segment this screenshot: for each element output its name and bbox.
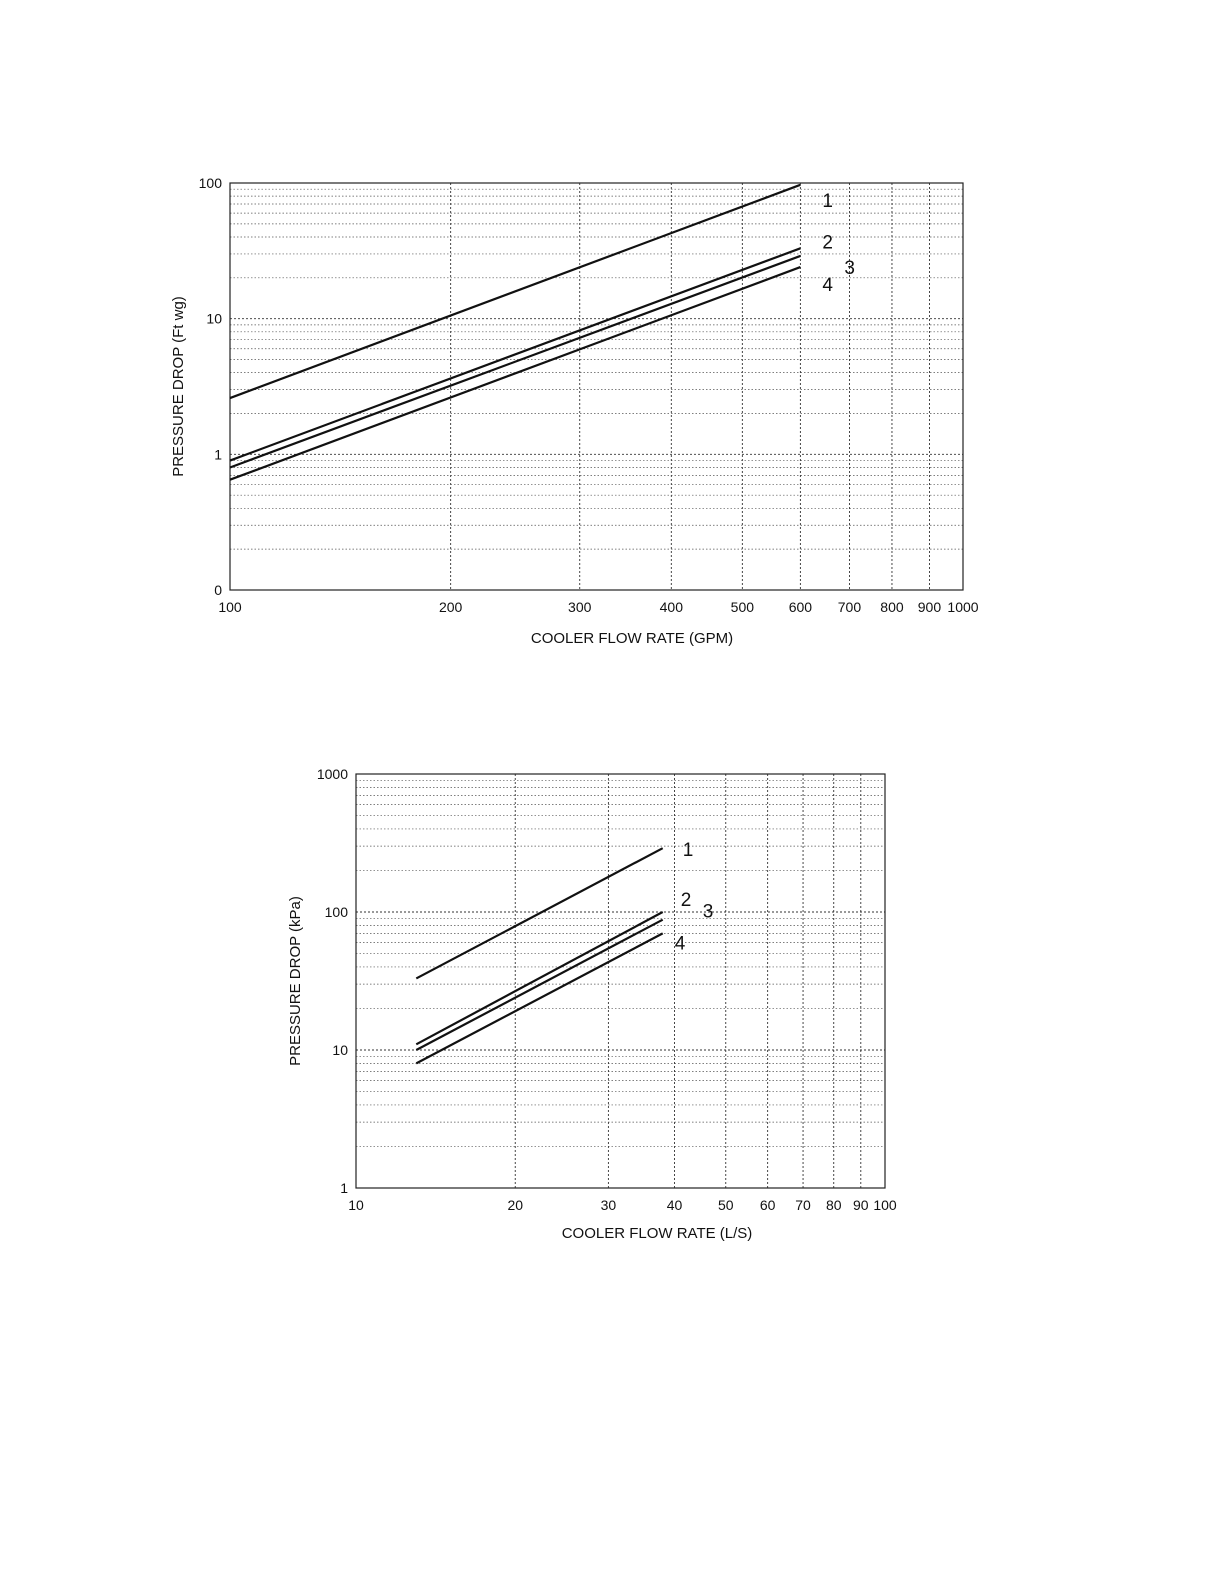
series-line-1 (416, 848, 662, 978)
ls-series-lines (416, 848, 662, 1063)
x-tick-label: 800 (880, 599, 904, 615)
x-tick-label: 40 (666, 1197, 683, 1213)
x-tick-label: 90 (853, 1197, 869, 1213)
series-line-3 (416, 920, 662, 1050)
y-tick-label: 10 (206, 310, 222, 327)
ls-x-axis-title: COOLER FLOW RATE (L/S) (561, 1225, 753, 1242)
x-tick-label: 30 (600, 1197, 617, 1213)
gpm-x-axis-title: COOLER FLOW RATE (GPM) (530, 630, 734, 647)
x-tick-label: 500 (730, 599, 755, 615)
y-tick-label: 1 (340, 1180, 348, 1196)
x-tick-label: 100 (218, 599, 242, 615)
y-tick-label: 0 (214, 582, 222, 598)
series-line-4 (416, 933, 662, 1063)
ls-y-axis-title: PRESSURE DROP (kPa) (287, 896, 304, 1066)
y-tick-label: 1 (214, 446, 222, 463)
series-label-2: 2 (822, 232, 833, 254)
ls-x-tick-labels (348, 1197, 897, 1213)
ls-grid (356, 774, 885, 1188)
series-label-4: 4 (674, 933, 686, 955)
x-tick-label: 600 (788, 599, 813, 615)
x-tick-label: 50 (717, 1197, 734, 1213)
y-tick-label: 1000 (316, 766, 348, 782)
ls-series-labels (675, 840, 714, 954)
x-tick-label: 100 (873, 1197, 897, 1213)
x-tick-label: 80 (825, 1197, 842, 1213)
gpm-y-axis-title: PRESSURE DROP (Ft wg) (170, 296, 187, 477)
x-tick-label: 60 (759, 1197, 776, 1213)
x-tick-label: 1000 (947, 599, 979, 615)
y-tick-label: 100 (198, 175, 222, 191)
x-tick-label: 900 (917, 599, 942, 615)
x-tick-label: 70 (795, 1197, 811, 1213)
x-tick-label: 200 (438, 599, 463, 615)
series-label-2: 2 (680, 890, 692, 911)
x-tick-label: 10 (348, 1197, 364, 1213)
x-tick-label: 700 (837, 599, 862, 615)
series-label-3: 3 (844, 257, 855, 279)
series-label-4: 4 (822, 275, 833, 297)
series-label-3: 3 (702, 901, 714, 923)
y-tick-label: 10 (332, 1042, 348, 1058)
series-line-2 (416, 912, 662, 1044)
ls-plot-frame (356, 774, 885, 1188)
series-label-1: 1 (822, 190, 833, 212)
ls-y-tick-labels (317, 766, 348, 1196)
y-tick-label: 100 (324, 904, 348, 920)
x-tick-label: 300 (568, 599, 592, 615)
x-tick-label: 400 (659, 599, 683, 615)
x-tick-label: 20 (507, 1197, 524, 1213)
series-label-1: 1 (682, 840, 694, 862)
